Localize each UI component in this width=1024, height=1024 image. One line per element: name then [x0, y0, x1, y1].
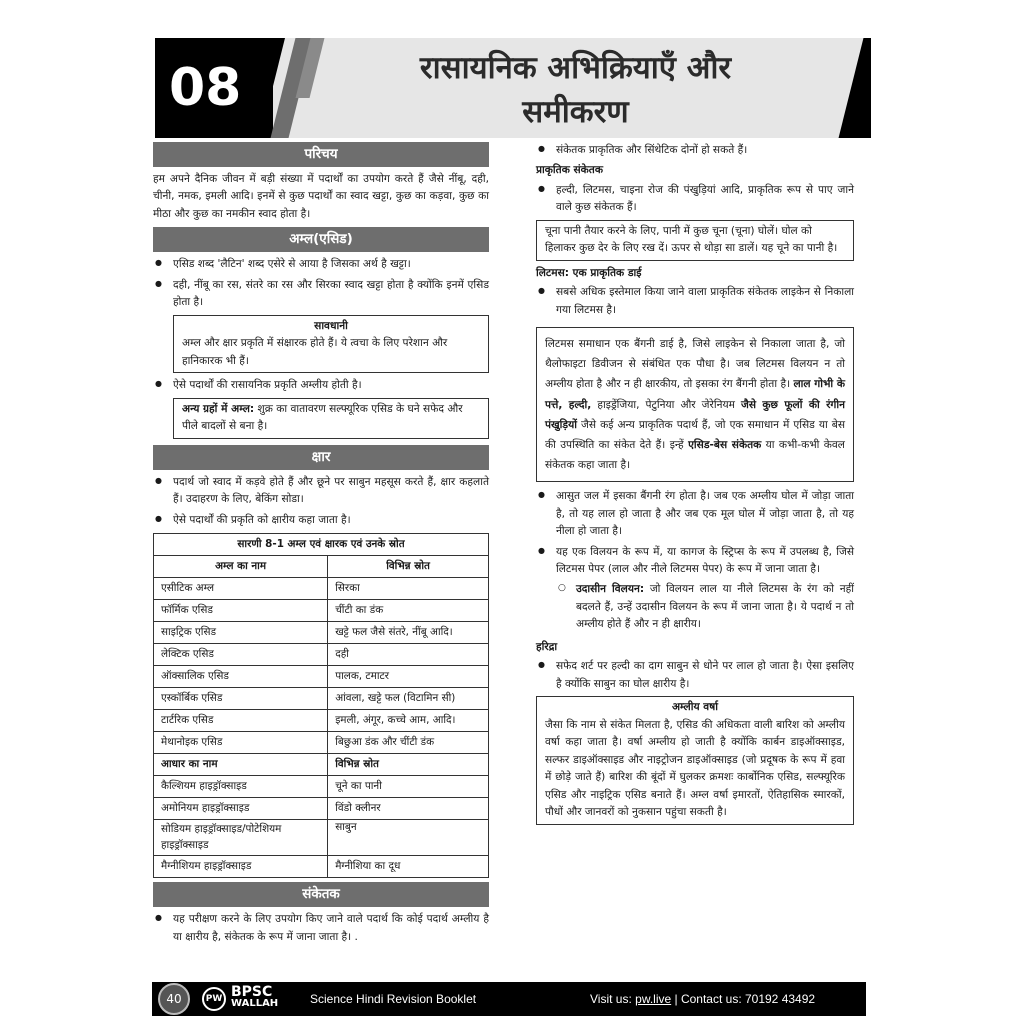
- table-cell: चूने का पानी: [328, 776, 489, 798]
- indicator-types-list: [536, 142, 854, 159]
- table-row: [154, 622, 489, 644]
- chapter-header: [155, 38, 871, 138]
- chapter-title: [320, 46, 831, 134]
- litmus-heading: लिटमस: एक प्राकृतिक डाई: [536, 266, 642, 279]
- list-item: ● संकेतक प्राकृतिक और सिंथेटिक दोनों हो सकते हैं।: [536, 142, 854, 159]
- header-end-decoration: [839, 38, 871, 138]
- table-header-cell: अम्ल का नाम: [154, 556, 328, 578]
- table-row: [154, 776, 489, 798]
- acid-rain-text: जैसा कि नाम से संकेत मिलता है, एसिड की अधिकता वाली बारिश को अम्लीय वर्षा कहा जाता है। वर्षा अम्लीय हो जाती है क्योंकि कार्बन डाइऑक्साइड, सल्फर डाइऑक्साइड और नाइट्रोजन डाइऑक्साइड (जो प्रदूषक के रूप में हवा में छोड़े जाते हैं) बारिश की बूंदों में घुलकर क्रमशः कार्बोनिक एसिड, सल्फ्यूरिक एसिड और नाइट्रिक एसिड बनाते हैं। अम्ल वर्षा इमारतों, ऐतिहासिक स्मारकों, पौधों और जानवरों को नुकसान पहुंचा सकती है।: [545, 718, 845, 819]
- other-planets-box: [173, 398, 489, 439]
- litmus-box-text: जैसे कई अन्य प्राकृतिक पदार्थ हैं, जो एक समाधान में एसिड या बेस की उपस्थिति का संकेत देते हैं। इन्हें: [545, 418, 845, 451]
- litmus-info-box: [536, 327, 854, 482]
- list-item: ● पदार्थ जो स्वाद में कड़वे होते हैं और छूने पर साबुन महसूस करते हैं, क्षार कहलाते हैं। उदाहरण के लिए, बेकिंग सोडा।: [153, 474, 489, 509]
- lime-water-box: चूना पानी तैयार करने के लिए, पानी में कुछ चूना (चूना) घोलें। घोल को हिलाकर कुछ देर के लिए रख दें। ऊपर से थोड़ा सा डालें। यह चूने का पानी है।: [536, 220, 854, 261]
- table-cell: कैल्शियम हाइड्रॉक्साइड: [154, 776, 328, 798]
- table-row: [154, 798, 489, 820]
- neutral-sublist: [556, 581, 854, 633]
- list-item: ● सबसे अधिक इस्तेमाल किया जाने वाला प्राकृतिक संकेतक लाइकेन से निकाला गया लिटमस है।: [536, 284, 854, 319]
- table-cell: फॉर्मिक एसिड: [154, 600, 328, 622]
- page-number: 40: [158, 983, 190, 1015]
- caution-title: सावधानी: [314, 319, 348, 332]
- contact-info: [590, 990, 815, 1008]
- table-cell: साबुन: [328, 820, 489, 856]
- table-cell: इमली, अंगूर, कच्चे आम, आदि।: [328, 710, 489, 732]
- table-caption: सारणी 8-1 अम्ल एवं क्षारक एवं उनके स्रोत: [154, 534, 489, 556]
- list-item: ● ऐसे पदार्थों की प्रकृति को क्षारीय कहा जाता है।: [153, 512, 489, 529]
- table-cell: एस्कॉर्बिक एसिड: [154, 688, 328, 710]
- table-cell: लेक्टिक एसिड: [154, 644, 328, 666]
- table-row: [154, 732, 489, 754]
- table-row: [154, 688, 489, 710]
- table-cell: अमोनियम हाइड्रॉक्साइड: [154, 798, 328, 820]
- chapter-title-line1: रासायनिक अभिक्रियाएँ और: [419, 50, 732, 86]
- table-cell: सिरका: [328, 578, 489, 600]
- brand-logo-text: [231, 986, 278, 1010]
- indicator-list: [153, 911, 489, 946]
- section-heading-intro: परिचय: [153, 142, 489, 167]
- section-heading-indicator: संकेतक: [153, 882, 489, 907]
- chapter-title-line2: समीकरण: [522, 94, 629, 130]
- pw-logo-icon: PW: [202, 987, 226, 1011]
- acid-list: [153, 256, 489, 311]
- table-row: [154, 710, 489, 732]
- acid-rain-box: [536, 696, 854, 824]
- left-column: [153, 142, 489, 949]
- table-row: [154, 644, 489, 666]
- turmeric-list: [536, 658, 854, 693]
- table-cell: मैग्नीशिया का दूध: [328, 856, 489, 878]
- list-item: ● दही, नींबू का रस, संतरे का रस और सिरका स्वाद खट्टा होता है क्योंकि इनमें एसिड होता है।: [153, 277, 489, 312]
- base-list: [153, 474, 489, 529]
- table-row: [154, 820, 489, 856]
- table-cell: टार्टरिक एसिड: [154, 710, 328, 732]
- section-heading-base: क्षार: [153, 445, 489, 470]
- list-item: ● सफेद शर्ट पर हल्दी का दाग साबुन से धोने पर लाल हो जाता है। ऐसा इसलिए है क्योंकि साबुन का घोल क्षारीय है।: [536, 658, 854, 693]
- litmus-box-text: लिटमस समाधान एक बैंगनी डाई है, जिसे लाइकेन से निकाला जाता है, जो थैलोफाइटा डिवीजन से संबंधित एक पौधा है। जब लिटमस विलयन न तो अम्लीय होता है और न ही क्षारकीय, तो इसका रंग बैंगनी होता है।: [545, 338, 845, 391]
- list-item: ● एसिड शब्द 'लैटिन' शब्द एसेरे से आया है जिसका अर्थ है खट्टा।: [153, 256, 489, 273]
- list-item: ● आसुत जल में इसका बैंगनी रंग होता है। जब एक अम्लीय घोल में जोड़ा जाता है, तो यह लाल हो जाता है और जब एक मूल घोल में जोड़ा जाता है, तो यह नीला हो जाता है।: [536, 488, 854, 540]
- table-row: [154, 856, 489, 878]
- website-link[interactable]: pw.live: [635, 992, 672, 1006]
- natural-indicator-heading: प्राकृतिक संकेतक: [536, 164, 603, 177]
- list-item: ● ऐसे पदार्थों की रासायनिक प्रकृति अम्लीय होती है।: [153, 377, 489, 394]
- acid-base-sources-table: [153, 533, 489, 878]
- list-item: [556, 581, 854, 633]
- litmus-list: [536, 284, 854, 319]
- section-heading-acid: अम्ल(एसिड): [153, 227, 489, 252]
- table-row: [154, 666, 489, 688]
- table-cell: सोडियम हाइड्रॉक्साइड/पोटेशियम हाइड्रॉक्साइड: [154, 820, 328, 856]
- table-cell: मेथानोइक एसिड: [154, 732, 328, 754]
- litmus-box-bold: एसिड-बेस संकेतक: [688, 438, 762, 451]
- table-header-cell: विभिन्न स्रोत: [328, 754, 489, 776]
- table-cell: साइट्रिक एसिड: [154, 622, 328, 644]
- caution-box: [173, 315, 489, 373]
- brand-line2: WALLAH: [231, 998, 279, 1009]
- table-header-cell: विभिन्न स्रोत: [328, 556, 489, 578]
- litmus-box-bold: जैसे कुछ फूलों की रंगीन पंखुड़ियों: [545, 398, 845, 431]
- table-cell: मैग्नीशियम हाइड्रॉक्साइड: [154, 856, 328, 878]
- table-cell: दही: [328, 644, 489, 666]
- table-cell: खट्टे फल जैसे संतरे, नींबू आदि।: [328, 622, 489, 644]
- table-cell: विंडो क्लीनर: [328, 798, 489, 820]
- list-item: ● हल्दी, लिटमस, चाइना रोज की पंखुड़ियां आदि, प्राकृतिक रूप से पाए जाने वाले कुछ संकेतक हैं।: [536, 182, 854, 217]
- neutral-text: जो विलयन लाल या नीले लिटमस के रंग को नहीं बदलते हैं, उन्हें उदासीन विलयन के रूप में जाना जाता है। ये पदार्थ न तो अम्लीय होते हैं और न ही क्षारीय।: [576, 583, 854, 631]
- list-item: ● यह परीक्षण करने के लिए उपयोग किए जाने वाले पदार्थ कि कोई पदार्थ अम्लीय है या क्षारीय है, संकेतक के रूप में जाना जाता है। .: [153, 911, 489, 946]
- turmeric-heading: हरिद्रा: [536, 640, 558, 653]
- natural-indicator-list: [536, 182, 854, 217]
- table-header-cell: आधार का नाम: [154, 754, 328, 776]
- table-cell: पालक, टमाटर: [328, 666, 489, 688]
- right-column: [536, 142, 854, 829]
- caution-text: अम्ल और क्षार प्रकृति में संक्षारक होते हैं। ये त्वचा के लिए परेशान और हानिकारक भी हैं।: [182, 337, 448, 367]
- other-planets-label: अन्य ग्रहों में अम्ल:: [182, 402, 255, 415]
- brand-line1: BPSC: [231, 984, 273, 1000]
- visit-label: Visit us:: [590, 992, 636, 1006]
- list-item: ● यह एक विलयन के रूप में, या कागज के स्ट्रिप्स के रूप में उपलब्ध है, जिसे लिटमस पेपर (लाल और नीले लिटमस पेपर) के रूप में जाना जाता है।: [536, 544, 854, 579]
- litmus-list-2: [536, 488, 854, 578]
- other-planets-text: शुक्र का वातावरण सल्फ्यूरिक एसिड के घने सफेद और पीले बादलों से बना है।: [182, 402, 463, 433]
- litmus-box-text: या कभी-कभी केवल संकेतक कहा जाता है।: [545, 438, 845, 471]
- chapter-number: 08: [155, 38, 273, 138]
- booklet-name: Science Hindi Revision Booklet: [310, 992, 477, 1006]
- table-cell: एसीटिक अम्ल: [154, 578, 328, 600]
- intro-paragraph: हम अपने दैनिक जीवन में बड़ी संख्या में पदार्थों का उपयोग करते हैं जैसे नींबू, दही, चीनी, नमक, इमली आदि। इनमें से कुछ पदार्थों का स्वाद खट्टा, कुछ का कड़वा, कुछ का मीठा और कुछ का नमकीन स्वाद होता है।: [153, 173, 489, 220]
- acid-list-2: [153, 377, 489, 394]
- acid-rain-title: अम्लीय वर्षा: [671, 701, 719, 714]
- litmus-box-text: हाइड्रेंजिया, पेटुनिया और जेरेनियम: [591, 398, 742, 411]
- table-cell: आंवला, खट्टे फल (विटामिन सी): [328, 688, 489, 710]
- neutral-label: उदासीन विलयन:: [576, 583, 645, 596]
- page-footer: [152, 982, 866, 1016]
- table-row: [154, 600, 489, 622]
- litmus-box-bold: लाल गोभी के पत्ते, हल्दी,: [545, 378, 845, 411]
- table-row: [154, 578, 489, 600]
- table-cell: चींटी का डंक: [328, 600, 489, 622]
- table-cell: बिछुआ डंक और चींटी डंक: [328, 732, 489, 754]
- contact-text: | Contact us: 70192 43492: [671, 992, 816, 1006]
- table-cell: ऑक्सालिक एसिड: [154, 666, 328, 688]
